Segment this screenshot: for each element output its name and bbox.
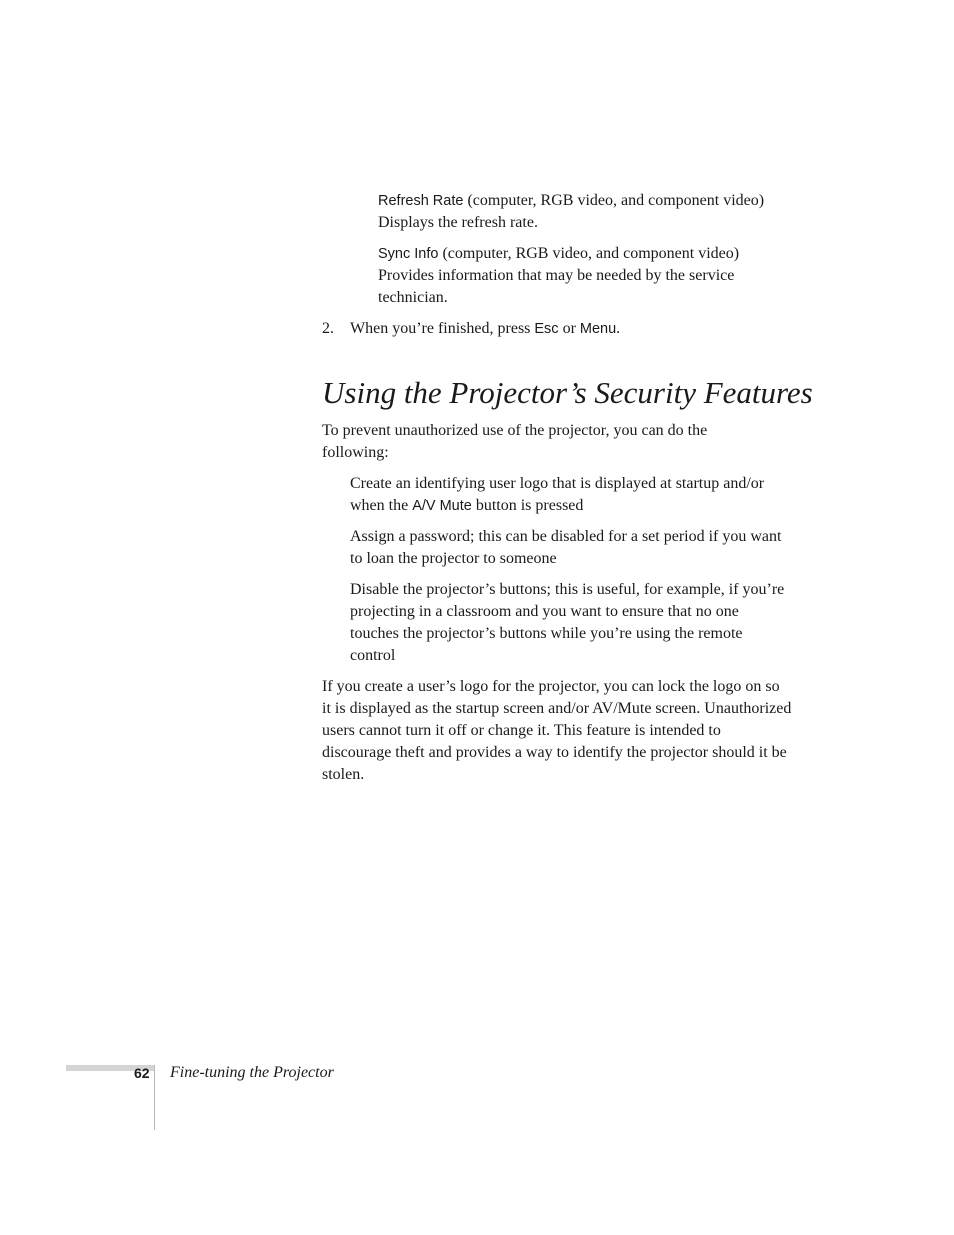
bullet-password: Assign a password; this can be disabled for a set period if you want to loan the projector to someone xyxy=(350,528,782,567)
step-text-middle: or xyxy=(558,320,580,337)
section-intro: To prevent unauthorized use of the projector, you can do the following: xyxy=(322,422,708,461)
sync-info-description: Provides information that may be needed by the service technician. xyxy=(378,267,735,306)
step-number: 2. xyxy=(322,320,334,337)
logo-paragraph: If you create a user’s logo for the projector, you can lock the logo on so it is displayed as the startup screen and/or AV/Mute screen. Unauthorized users cannot turn it off or change it. This feature is intended to discourage theft and provides a way to identify the projector should it be stolen. xyxy=(322,678,792,783)
sync-info-term: Sync Info xyxy=(378,246,439,262)
refresh-rate-heading-line xyxy=(378,190,798,212)
page-number: 62 xyxy=(134,1065,150,1081)
refresh-rate-qualifier: (computer, RGB video, and component video) xyxy=(463,192,765,209)
section-title: Using the Projector’s Security Features xyxy=(322,372,817,414)
bullet-1-text-before: Create an identifying user logo that is displayed at startup and/or when the xyxy=(350,475,765,514)
step-text-after: . xyxy=(616,320,621,337)
bullet-disable-buttons: Disable the projector’s buttons; this is useful, for example, if you’re projecting in a classroom and you want to ensure that no one touches the projector’s buttons while you’re using the remote control xyxy=(350,581,785,664)
sync-info-qualifier: (computer, RGB video, and component video) xyxy=(438,245,740,262)
menu-key-label: Menu xyxy=(579,321,617,337)
bullet-1-text-after: button is pressed xyxy=(471,497,584,514)
esc-key-label: Esc xyxy=(534,321,559,337)
footer-divider xyxy=(154,1065,155,1130)
step-2 xyxy=(322,318,792,340)
sync-info-heading-line xyxy=(378,243,798,265)
running-footer-title: Fine-tuning the Projector xyxy=(170,1064,334,1081)
step-text-before: When you’re finished, press xyxy=(350,320,535,337)
sync-info-definition xyxy=(378,243,798,309)
refresh-rate-description: Displays the refresh rate. xyxy=(378,214,538,231)
av-mute-button-label: A/V Mute xyxy=(412,498,472,514)
refresh-rate-definition xyxy=(378,190,798,234)
refresh-rate-term: Refresh Rate xyxy=(378,193,464,209)
bullet-user-logo xyxy=(350,473,790,517)
